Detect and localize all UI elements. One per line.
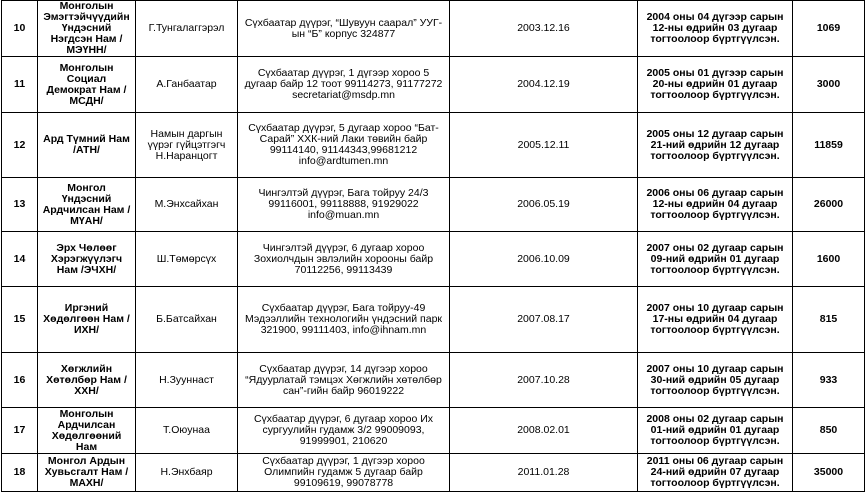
- party-address: Чингэлтэй дүүрэг, 6 дугаар хороо Зохиолчдын эвлэлийн хорооны байр 70112256, 99113439: [238, 232, 450, 287]
- founding-date: 2005.12.11: [450, 113, 638, 178]
- party-leader: А.Ганбаатар: [136, 57, 238, 113]
- party-leader: Н.Зууннаст: [136, 353, 238, 408]
- member-count: 850: [793, 408, 865, 454]
- party-leader: Т.Оюунаа: [136, 408, 238, 454]
- founding-date: 2006.05.19: [450, 178, 638, 232]
- party-name: Монголын Ардчилсан Хөдөлгөөний Нам: [38, 408, 136, 454]
- table-row: [2, 287, 865, 353]
- party-address: Сүхбаатар дүүрэг, 5 дугаар хороо “Бат-Сарай” ХХК-ний Лаки төвийн байр 99114140, 91144343,99681212 info@ardtumen.mn: [238, 113, 450, 178]
- row-number: 14: [2, 232, 38, 287]
- registration-decision: 2007 оны 10 дугаар сарын 30-ний өдрийн 05 дугаар тогтоолоор бүртгүүлсэн.: [638, 353, 793, 408]
- party-name: Монголын Социал Демократ Нам /МСДН/: [38, 57, 136, 113]
- founding-date: 2006.10.09: [450, 232, 638, 287]
- member-count: 3000: [793, 57, 865, 113]
- table-row: [2, 178, 865, 232]
- party-name: Монголын Эмэгтэйчүүдийн Үндэсний Нэгдсэн Нам /МЭҮНН/: [38, 1, 136, 57]
- registration-decision: 2007 оны 02 дугаар сарын 09-ний өдрийн 01 дугаар тогтоолоор бүртгүүлсэн.: [638, 232, 793, 287]
- row-number: 11: [2, 57, 38, 113]
- founding-date: 2004.12.19: [450, 57, 638, 113]
- party-leader: Б.Батсайхан: [136, 287, 238, 353]
- member-count: 815: [793, 287, 865, 353]
- founding-date: 2008.02.01: [450, 408, 638, 454]
- member-count: 11859: [793, 113, 865, 178]
- member-count: 35000: [793, 454, 865, 492]
- party-address: Сүхбаатар дүүрэг, 6 дугаар хороо Их сургуулийн гудамж 3/2 99009093, 91999901, 210620: [238, 408, 450, 454]
- party-leader: М.Энхсайхан: [136, 178, 238, 232]
- table-row: [2, 1, 865, 57]
- registration-decision: 2005 оны 01 дүгээр сарын 20-ны өдрийн 01 дугаар тогтоолоор бүртгүүлсэн.: [638, 57, 793, 113]
- table-row: [2, 408, 865, 454]
- party-leader: Ш.Төмөрсүх: [136, 232, 238, 287]
- registration-decision: 2007 оны 10 дугаар сарын 17-ны өдрийн 04 дугаар тогтоолоор бүртгүүлсэн.: [638, 287, 793, 353]
- founding-date: 2007.10.28: [450, 353, 638, 408]
- party-address: Чингэлтэй дүүрэг, Бага тойруу 24/3 99116001, 99118888, 91929022 info@muan.mn: [238, 178, 450, 232]
- row-number: 18: [2, 454, 38, 492]
- party-registry-table: [1, 0, 865, 492]
- table-row: [2, 353, 865, 408]
- founding-date: 2003.12.16: [450, 1, 638, 57]
- row-number: 12: [2, 113, 38, 178]
- party-address: Сүхбаатар дүүрэг, 1 дүгээр хороо Олимпийн гудамж 5 дугаар байр 99109619, 99078778: [238, 454, 450, 492]
- registration-decision: 2008 оны 02 дугаар сарын 01-ний өдрийн 01 дугаар тогтоолоор бүртгүүлсэн.: [638, 408, 793, 454]
- table-row: [2, 232, 865, 287]
- registration-decision: 2011 оны 06 дугаар сарын 24-ний өдрийн 07 дугаар тогтоолоор бүртгүүлсэн.: [638, 454, 793, 492]
- row-number: 13: [2, 178, 38, 232]
- party-name: Монгол Үндэсний Ардчилсан Нам /МҮАН/: [38, 178, 136, 232]
- party-name: Хөгжлийн Хөтөлбөр Нам /ХХН/: [38, 353, 136, 408]
- registration-decision: 2004 оны 04 дүгээр сарын 12-ны өдрийн 03 дугаар тогтоолоор бүртгүүлсэн.: [638, 1, 793, 57]
- party-leader: Г.Тунгалаггэрэл: [136, 1, 238, 57]
- member-count: 933: [793, 353, 865, 408]
- row-number: 10: [2, 1, 38, 57]
- party-leader: Н.Энхбаяр: [136, 454, 238, 492]
- table-row: [2, 454, 865, 492]
- registration-decision: 2005 оны 12 дугаар сарын 21-ний өдрийн 12 дугаар тогтоолоор бүртгүүлсэн.: [638, 113, 793, 178]
- table-row: [2, 57, 865, 113]
- row-number: 16: [2, 353, 38, 408]
- founding-date: 2011.01.28: [450, 454, 638, 492]
- party-name: Эрх Чөлөөг Хэрэгжүүлэгч Нам /ЭЧХН/: [38, 232, 136, 287]
- party-address: Сүхбаатар дүүрэг, 1 дүгээр хороо 5 дугаар байр 12 тоот 99114273, 91177272 secretariat@msdp.mn: [238, 57, 450, 113]
- row-number: 17: [2, 408, 38, 454]
- party-name: Ард Түмний Нам /АТН/: [38, 113, 136, 178]
- member-count: 1069: [793, 1, 865, 57]
- registration-decision: 2006 оны 06 дугаар сарын 12-ны өдрийн 04 дугаар тогтоолоор бүртгүүлсэн.: [638, 178, 793, 232]
- party-address: Сүхбаатар дүүрэг, Бага тойруу-49 Мэдээллийн технологийн үндэсний парк 321900, 99111403, info@ihnam.mn: [238, 287, 450, 353]
- founding-date: 2007.08.17: [450, 287, 638, 353]
- table-row: [2, 113, 865, 178]
- party-address: Сүхбаатар дүүрэг, “Шувуун саарал” УУГ-ын “Б” корпус 324877: [238, 1, 450, 57]
- party-leader: Намын даргын үүрэг гүйцэтгэгч Н.Наранцогт: [136, 113, 238, 178]
- party-name: Монгол Ардын Хувьсгалт Нам /МАХН/: [38, 454, 136, 492]
- member-count: 26000: [793, 178, 865, 232]
- party-name: Иргэний Хөдөлгөөн Нам /ИХН/: [38, 287, 136, 353]
- row-number: 15: [2, 287, 38, 353]
- party-address: Сүхбаатар дүүрэг, 14 дүгээр хороо “Ядуурлатай тэмцэх Хөгжлийн хөтөлбөр сан”-гийн байр 96019222: [238, 353, 450, 408]
- member-count: 1600: [793, 232, 865, 287]
